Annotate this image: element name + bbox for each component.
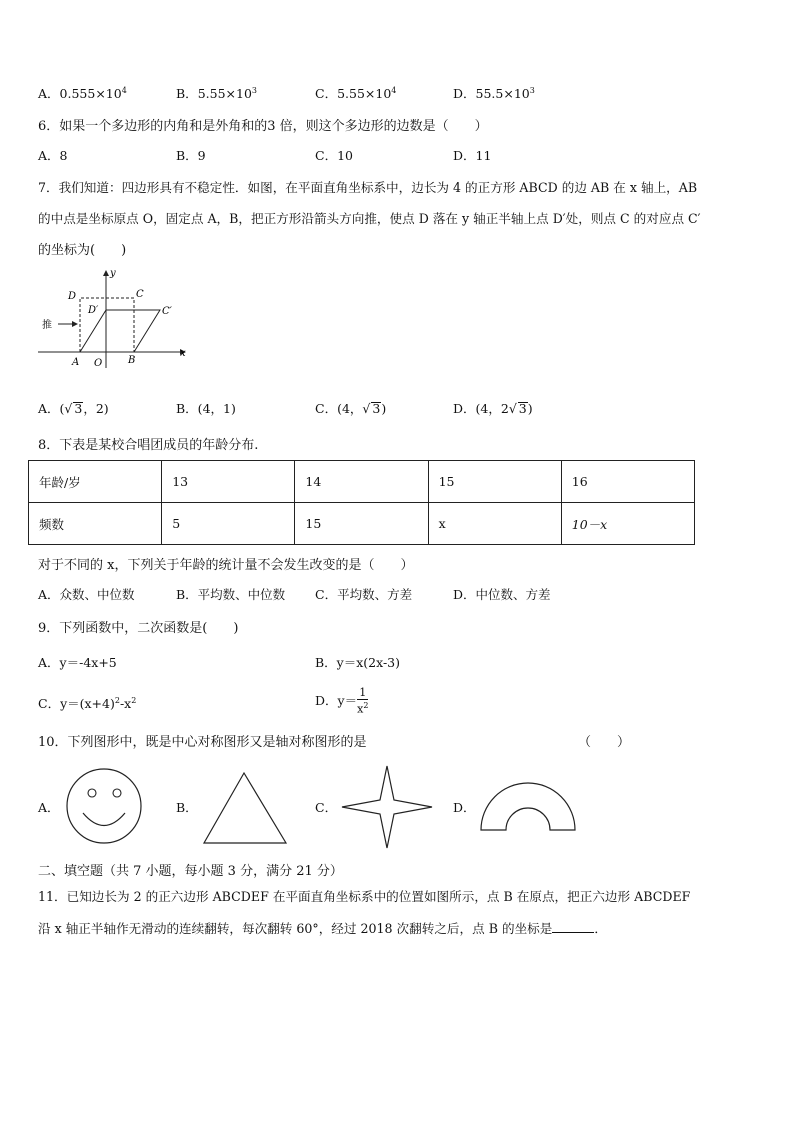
sqrt-symbol: √ (362, 401, 371, 416)
q8-option-b: B．平均数、中位数 (176, 587, 286, 602)
sqrt-symbol: √ (508, 401, 517, 416)
label-c: C (136, 289, 144, 300)
option-exponent: 4 (121, 85, 127, 95)
option-letter: C． (315, 86, 338, 101)
radicand: 3 (74, 401, 83, 416)
q11-text: 沿 x 轴正半轴作无滑动的连续翻转，每次翻转 60°，经过 2018 次翻转之后，点 B 的坐标是 (38, 921, 553, 936)
q7-stem-line1: 7．我们知道：四边形具有不稳定性．如图，在平面直角坐标系中，边长为 4 的正方形 ABCD 的边 AB 在 x 轴上，AB (38, 180, 698, 195)
label-b: B (128, 355, 136, 366)
table-cell: 10－x (561, 503, 694, 545)
q5-option-c (315, 84, 396, 102)
option-text: -x (119, 696, 132, 711)
table-cell: 14 (295, 461, 428, 503)
exponent: 2 (114, 695, 120, 705)
q9-stem: 9．下列函数中，二次函数是( ) (38, 621, 239, 636)
q6-option-c: C．10 (315, 148, 353, 163)
table-row (29, 461, 695, 503)
option-text: ) (381, 401, 387, 416)
table-cell: x (428, 503, 561, 545)
numerator: 1 (357, 687, 368, 700)
option-exponent: 3 (529, 85, 535, 95)
q7-option-d (453, 399, 533, 417)
table-cell: 15 (295, 503, 428, 545)
option-mantissa: 0.555×10 (59, 86, 122, 101)
q8-stem: 8．下表是某校合唱团成员的年龄分布. (38, 438, 259, 453)
den-exponent: 2 (363, 701, 369, 710)
option-letter: D． (453, 86, 476, 101)
table-cell: 频数 (29, 503, 162, 545)
q11-text: ． (594, 921, 607, 936)
label-x: x (180, 348, 186, 359)
option-text: ) (527, 401, 533, 416)
answer-blank[interactable] (552, 920, 594, 933)
q6-option-a: A．8 (38, 148, 68, 163)
option-text: C．y＝(x+4) (38, 696, 115, 711)
label-a: A (72, 357, 80, 368)
q7-option-b: B．(4，1) (176, 401, 236, 416)
q9-option-d (315, 687, 368, 716)
y-axis-arrow (103, 270, 109, 276)
q7-figure (36, 266, 192, 372)
q10-option-b-label: B． (176, 800, 198, 815)
option-mantissa: 55.5×10 (475, 86, 530, 101)
q7-stem-line2: 的中点是坐标原点 O，固定点 A，B，把正方形沿箭头方向推，使点 D 落在 y 轴正半轴上点 D′处，则点 C 的对应点 C′ (38, 211, 701, 226)
option-text: D．y＝ (315, 692, 358, 708)
q9-option-a: A．y＝-4x+5 (38, 655, 117, 670)
option-text: D．(4，2 (453, 401, 509, 416)
table-row (29, 503, 695, 545)
q9-option-c (38, 694, 136, 712)
label-y: y (110, 268, 116, 279)
q6-option-d: D．11 (453, 148, 492, 163)
den-base: x (357, 702, 364, 716)
exponent: 2 (131, 695, 137, 705)
q10-stem: 10．下列图形中，既是中心对称图形又是轴对称图形的是 (38, 735, 367, 750)
q5-option-b (176, 84, 257, 102)
table-cell: 13 (162, 461, 295, 503)
table-cell: 16 (561, 461, 694, 503)
table-cell: 5 (162, 503, 295, 545)
label-push: 推 (42, 320, 52, 331)
smiley-face-icon (64, 766, 144, 846)
q5-option-a (38, 84, 127, 102)
option-text: C．(4， (315, 401, 363, 416)
option-letter: B． (176, 86, 198, 101)
q7-option-a (38, 399, 109, 417)
q9-option-b: B．y＝x(2x-3) (315, 655, 401, 670)
q11-stem-line1: 11．已知边长为 2 的正六边形 ABCDEF 在平面直角坐标系中的位置如图所示，点 B 在原点，把正六边形 ABCDEF (38, 889, 691, 904)
radicand: 3 (372, 401, 381, 416)
sqrt-symbol: √ (64, 401, 73, 416)
option-text: A．( (38, 401, 65, 416)
age-distribution-table (28, 460, 695, 545)
radicand: 3 (518, 401, 527, 416)
q8-question: 对于不同的 x，下列关于年龄的统计量不会发生改变的是（ ） (38, 558, 414, 573)
label-d: D (68, 291, 77, 302)
q10-paren: （ ） (578, 735, 631, 750)
q10-option-d-label: D． (453, 800, 476, 815)
option-exponent: 3 (251, 85, 257, 95)
option-exponent: 4 (391, 85, 397, 95)
q7-stem-line3: 的坐标为( ) (38, 243, 127, 258)
fraction (357, 687, 368, 716)
q6-option-b: B．9 (176, 148, 206, 163)
semicircle-arch-icon (478, 776, 578, 834)
triangle-icon (200, 770, 290, 846)
q8-option-c: C．平均数、方差 (315, 587, 413, 602)
section-2-title: 二、填空题（共 7 小题，每小题 3 分，满分 21 分） (38, 864, 343, 879)
label-o: O (94, 358, 103, 369)
q6-stem: 6．如果一个多边形的内角和是外角和的3 倍，则这个多边形的边数是（ ） (38, 119, 488, 134)
q7-option-c (315, 399, 386, 417)
q5-option-d (453, 84, 535, 102)
table-cell: 年龄/岁 (29, 461, 162, 503)
option-text: ，2) (83, 401, 109, 416)
label-d-prime: D′ (88, 305, 99, 316)
denominator (357, 700, 368, 716)
q10-option-c-label: C． (315, 800, 338, 815)
q8-option-a: A．众数、中位数 (38, 587, 135, 602)
option-letter: A． (38, 86, 60, 101)
table-cell: 15 (428, 461, 561, 503)
q11-stem-line2 (38, 918, 607, 937)
four-point-star-icon (340, 764, 434, 850)
q8-option-d: D．中位数、方差 (453, 587, 551, 602)
q10-option-a-label: A． (38, 800, 60, 815)
option-mantissa: 5.55×10 (197, 86, 252, 101)
push-arrow-head (72, 321, 78, 327)
label-c-prime: C′ (162, 306, 172, 317)
option-mantissa: 5.55×10 (337, 86, 392, 101)
parallelogram-adcb (80, 310, 160, 352)
